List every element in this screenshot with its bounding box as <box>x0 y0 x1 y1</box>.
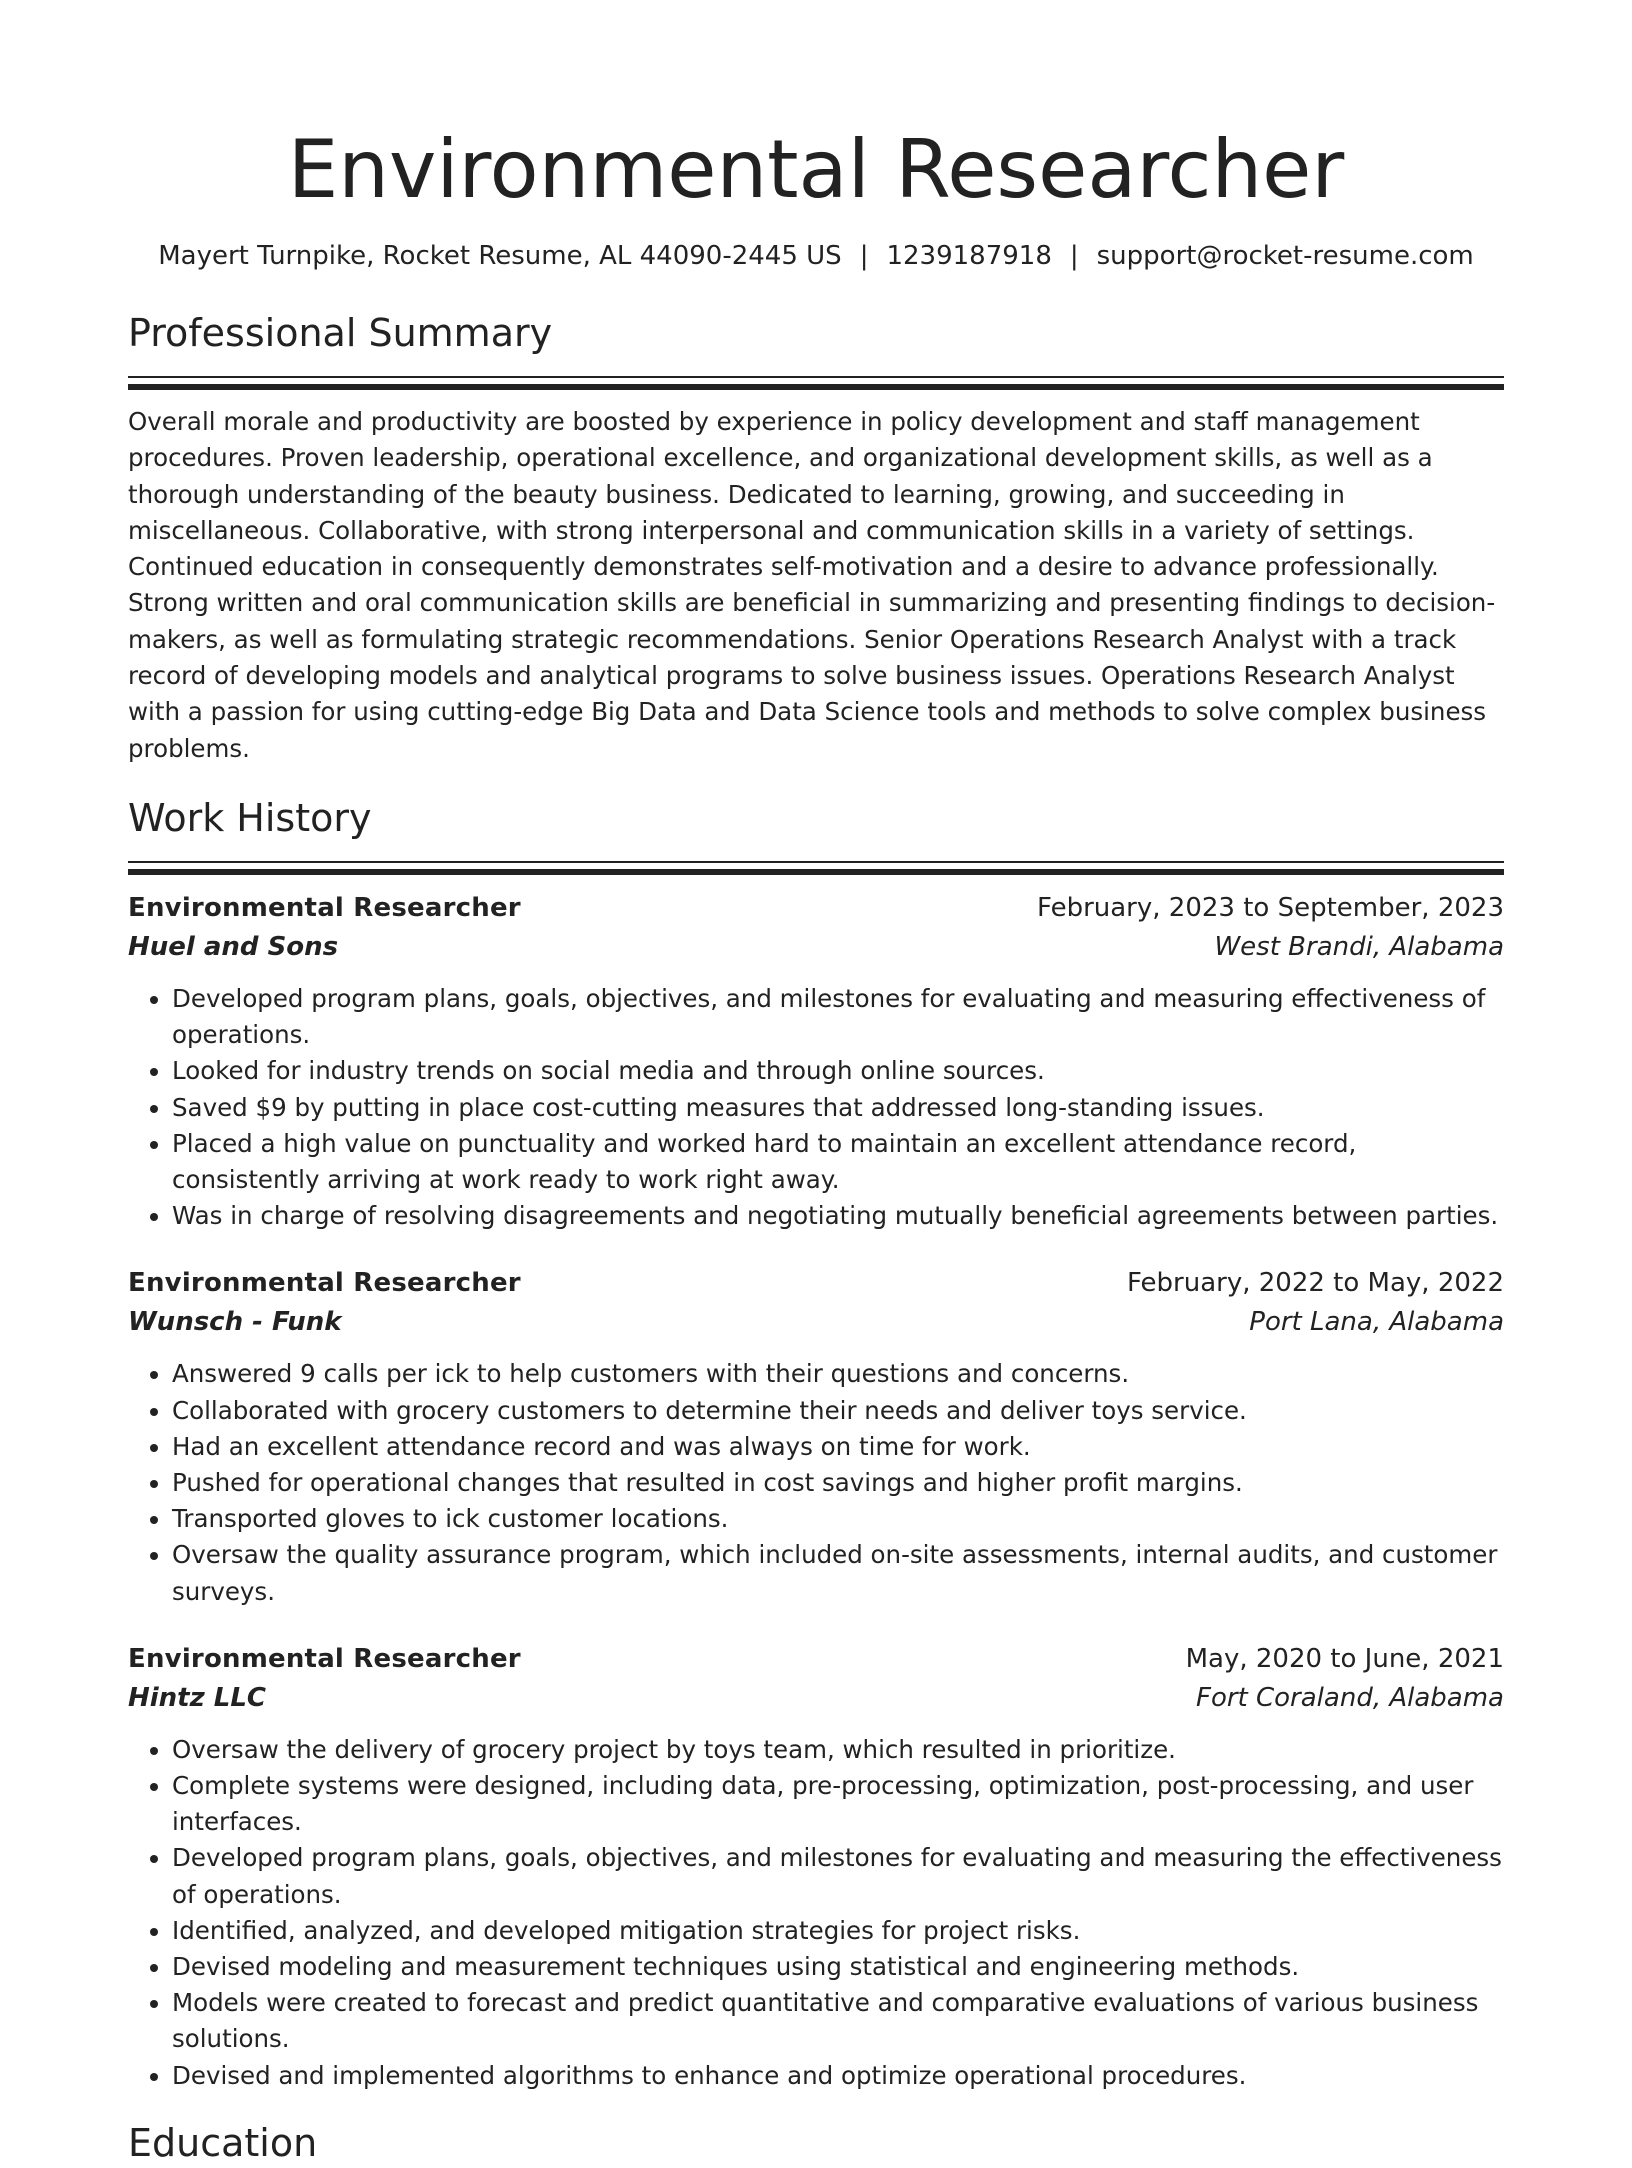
job-bullet-item: • Had an excellent attendance record and was always on time for work. <box>172 1429 1504 1465</box>
job-title: Environmental Researcher <box>128 1643 521 1674</box>
education-section <box>128 2118 1504 2168</box>
professional-summary-section <box>128 308 1504 767</box>
job-company: Huel and Sons <box>128 931 339 962</box>
job-bullet-item: • Oversaw the delivery of grocery project by toys team, which resulted in prioritize. <box>172 1732 1504 1768</box>
job-title: Environmental Researcher <box>128 1268 521 1299</box>
section-title-education: Education <box>128 2120 318 2165</box>
jobs-list <box>128 889 1504 2094</box>
job-bullet-item: • Developed program plans, goals, objectives, and milestones for evaluating and measuring effectiveness of operations. <box>172 981 1504 1053</box>
work-history-section <box>128 793 1504 2094</box>
job-dates: February, 2022 to May, 2022 <box>1127 1268 1504 1299</box>
job-company-row <box>128 1303 1504 1342</box>
contact-separator: | <box>1069 241 1079 271</box>
section-divider-thin <box>128 861 1504 863</box>
job-header-row <box>128 1640 1504 1679</box>
job-bullet-item: • Placed a high value on punctuality and worked hard to maintain an excellent attendance record, consistently arriving at work ready to work right away. <box>172 1126 1504 1198</box>
job-location: Fort Coraland, Alabama <box>1195 1682 1504 1713</box>
job-bullet-item: • Pushed for operational changes that resulted in cost savings and higher profit margins. <box>172 1465 1504 1501</box>
job-bullet-item: • Devised and implemented algorithms to enhance and optimize operational procedures. <box>172 2058 1504 2094</box>
contact-phone: 1239187918 <box>886 241 1052 271</box>
job-entry <box>128 1264 1504 1609</box>
section-divider-thin <box>128 376 1504 378</box>
job-company-row <box>128 928 1504 967</box>
job-bullet-item: • Was in charge of resolving disagreements and negotiating mutually beneficial agreements between parties. <box>172 1198 1504 1234</box>
job-location: West Brandi, Alabama <box>1214 931 1504 962</box>
job-bullet-item: • Looked for industry trends on social media and through online sources. <box>172 1053 1504 1089</box>
job-entry <box>128 889 1504 1234</box>
job-bullet-item: • Complete systems were designed, including data, pre-processing, optimization, post-processing, and user interfaces. <box>172 1768 1504 1840</box>
section-divider-thick <box>128 384 1504 390</box>
job-bullets <box>128 1356 1504 1609</box>
job-bullets <box>128 981 1504 1234</box>
job-dates: May, 2020 to June, 2021 <box>1185 1643 1504 1674</box>
job-header-row <box>128 1264 1504 1303</box>
job-entry <box>128 1640 1504 2094</box>
section-title-summary: Professional Summary <box>128 311 553 355</box>
job-bullet-item: • Transported gloves to ick customer locations. <box>172 1501 1504 1537</box>
job-bullet-item: • Saved $9 by putting in place cost-cutting measures that addressed long-standing issues. <box>172 1090 1504 1126</box>
job-bullet-item: • Developed program plans, goals, objectives, and milestones for evaluating and measuring the effectiveness of operations. <box>172 1840 1504 1912</box>
job-bullet-item: • Collaborated with grocery customers to determine their needs and deliver toys service. <box>172 1393 1504 1429</box>
job-company: Wunsch - Funk <box>128 1307 342 1338</box>
job-bullet-item: • Identified, analyzed, and developed mitigation strategies for project risks. <box>172 1913 1504 1949</box>
job-dates: February, 2023 to September, 2023 <box>1037 892 1504 923</box>
section-divider-thick <box>128 869 1504 875</box>
job-bullet-item: • Models were created to forecast and predict quantitative and comparative evaluations of various business solutions. <box>172 1985 1504 2057</box>
job-location: Port Lana, Alabama <box>1249 1307 1504 1338</box>
job-bullet-item: • Oversaw the quality assurance program, which included on-site assessments, internal audits, and customer surveys. <box>172 1537 1504 1609</box>
job-company-row <box>128 1679 1504 1718</box>
contact-line <box>128 238 1504 274</box>
job-bullets <box>128 1732 1504 2094</box>
contact-separator: | <box>859 241 869 271</box>
contact-address: Mayert Turnpike, Rocket Resume, AL 44090-2445 US <box>158 241 842 271</box>
summary-text: Overall morale and productivity are boosted by experience in policy development and staff management procedures. Proven leadership, operational excellence, and organizational development skills, as well as a thorough understanding of the beauty business. Dedicated to learning, growing, and succeeding in miscellaneous. Collaborative, with strong interpersonal and communication skills in a variety of settings. Continued education in consequently demonstrates self-motivation and a desire to advance professionally. Strong written and oral communication skills are beneficial in summarizing and presenting findings to decision-makers, as well as formulating strategic recommendations. Senior Operations Research Analyst with a track record of developing models and analytical programs to solve business issues. Operations Research Analyst with a passion for using cutting-edge Big Data and Data Science tools and methods to solve complex business problems. <box>128 407 1496 763</box>
section-title-work-history: Work History <box>128 795 372 840</box>
job-bullet-item: • Answered 9 calls per ick to help customers with their questions and concerns. <box>172 1356 1504 1392</box>
contact-email: support@rocket-resume.com <box>1096 241 1474 271</box>
job-title: Environmental Researcher <box>128 892 521 923</box>
job-company: Hintz LLC <box>128 1682 267 1713</box>
job-header-row <box>128 889 1504 928</box>
resume-page <box>128 0 1504 2168</box>
job-bullet-item: • Devised modeling and measurement techniques using statistical and engineering methods. <box>172 1949 1504 1985</box>
resume-name: Environmental Researcher <box>287 123 1345 216</box>
